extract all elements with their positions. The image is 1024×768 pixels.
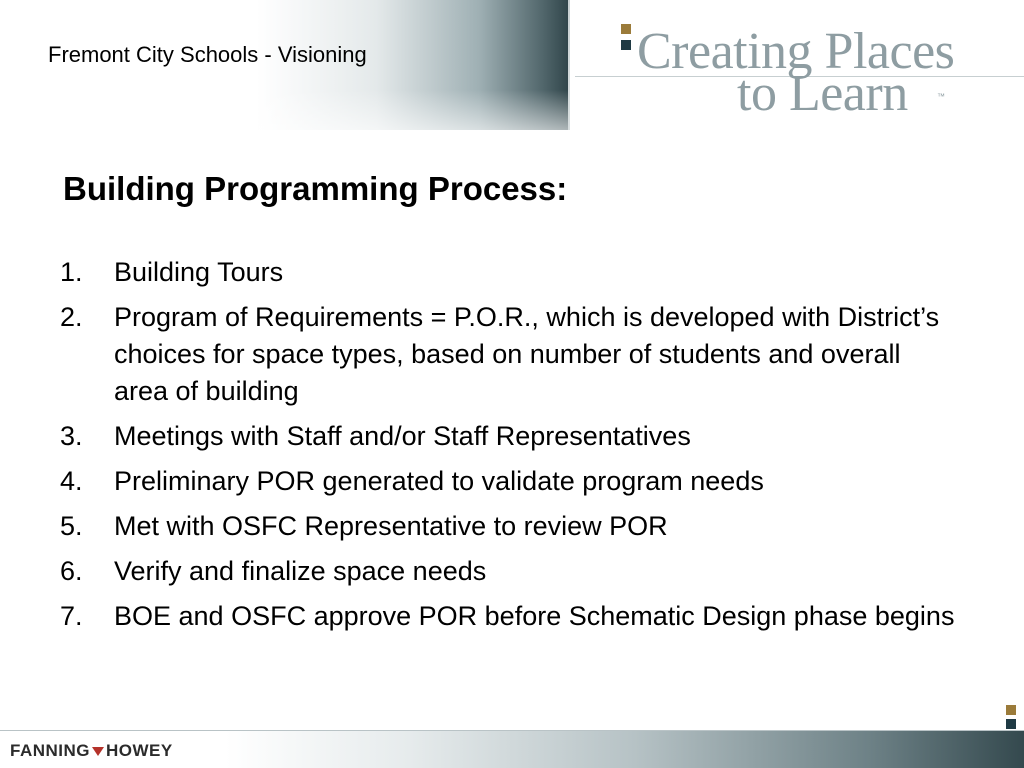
step-text: Met with OSFC Representative to review POR (114, 511, 668, 541)
presentation-title: Fremont City Schools - Visioning (48, 42, 367, 67)
step-number: 4. (60, 466, 83, 496)
list-item (60, 553, 960, 590)
step-text: Building Tours (114, 257, 284, 287)
list-item (60, 463, 960, 500)
logo-gold-square (621, 24, 631, 34)
process-steps-list (60, 254, 960, 643)
list-item (60, 299, 960, 410)
step-number: 5. (60, 511, 83, 541)
footer-gold-square (1006, 705, 1016, 715)
step-number: 2. (60, 302, 83, 332)
footer-rule (0, 730, 1024, 731)
step-number: 1. (60, 257, 83, 287)
step-text: BOE and OSFC approve POR before Schematic Design phase begins (114, 601, 955, 631)
logo-navy-square (621, 40, 631, 50)
footer-navy-square (1006, 719, 1016, 729)
list-item (60, 418, 960, 455)
list-item (60, 254, 960, 291)
logo-text-line2: to Learn (737, 65, 908, 122)
list-item (60, 508, 960, 545)
creating-places-logo (615, 18, 1015, 122)
step-text: Preliminary POR generated to validate program needs (114, 466, 764, 496)
footer-logo-left: FANNING (10, 741, 90, 760)
step-number: 6. (60, 556, 83, 586)
step-number: 7. (60, 601, 83, 631)
logo-trademark: ™ (937, 92, 945, 101)
fanning-howey-logo (10, 740, 173, 762)
step-number: 3. (60, 421, 83, 451)
logo-text-line1: Creating Places (637, 23, 955, 80)
step-text: Meetings with Staff and/or Staff Representatives (114, 421, 691, 451)
step-text: Program of Requirements = P.O.R., which is developed with District’s choices for space types, based on number of students and overall area of building (114, 302, 940, 406)
header-divider (568, 0, 570, 130)
footer-logo-mark-icon (92, 747, 104, 756)
step-text: Verify and finalize space needs (114, 556, 487, 586)
list-item (60, 598, 960, 635)
footer-logo-right: HOWEY (106, 741, 173, 760)
slide-heading: Building Programming Process: (63, 170, 568, 207)
